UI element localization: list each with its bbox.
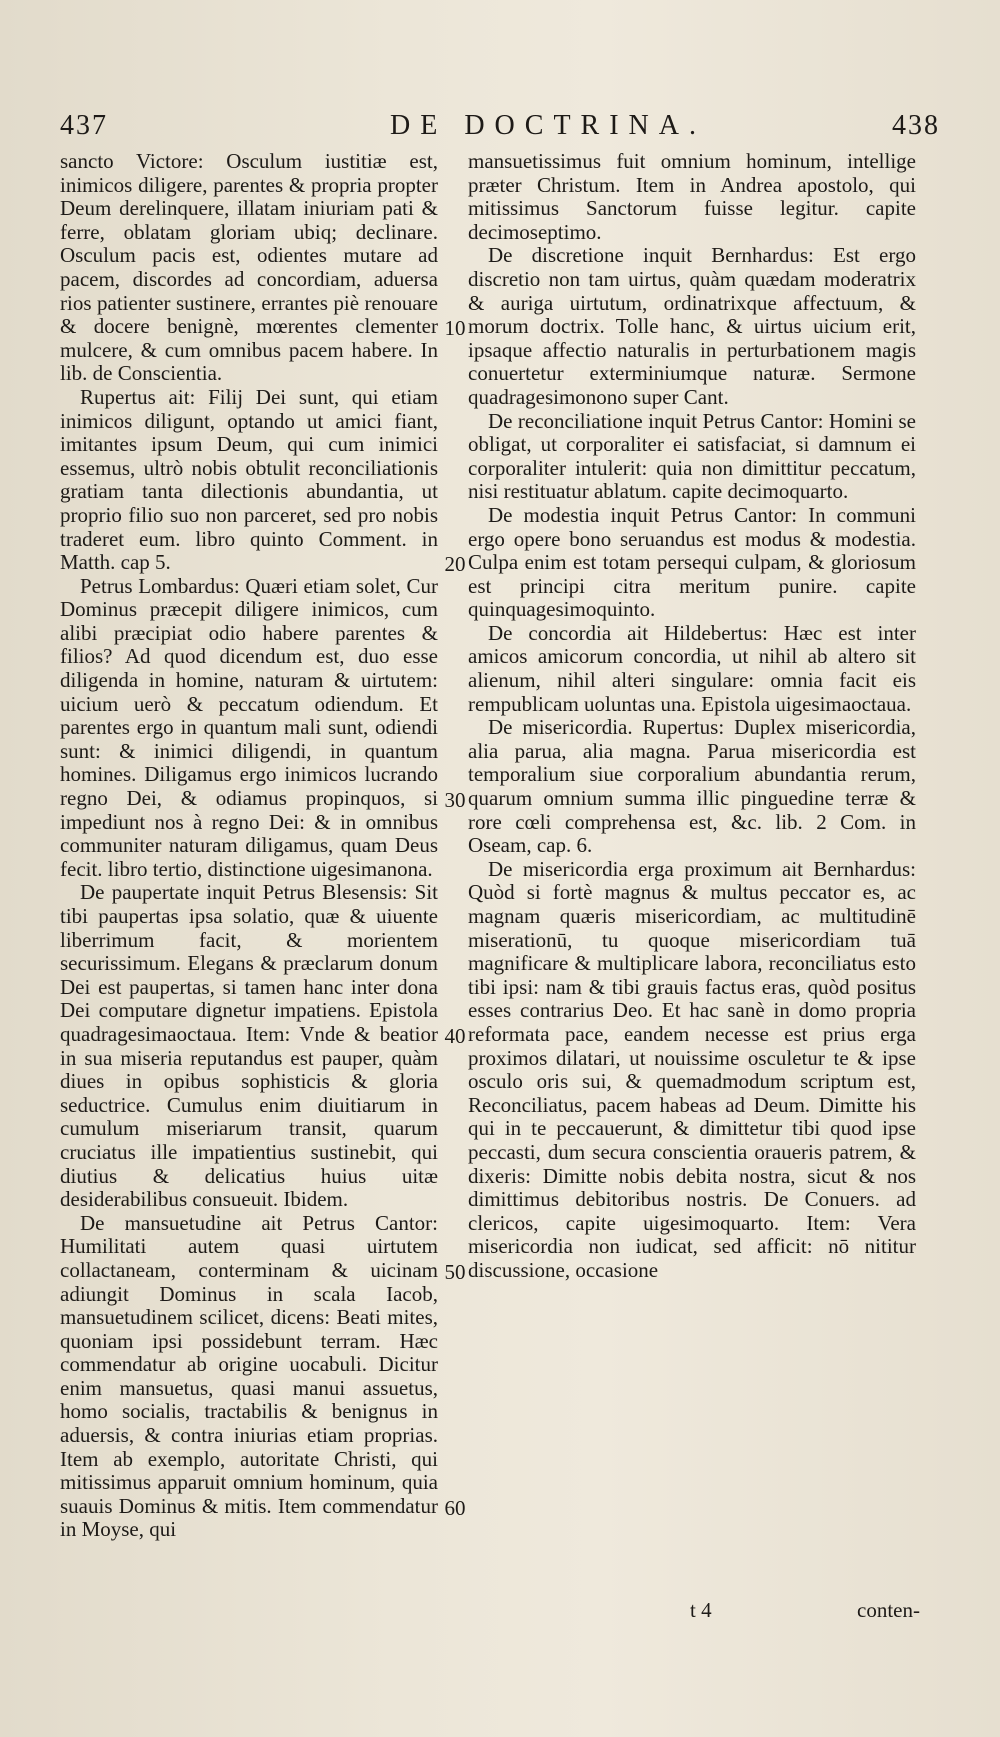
right-column [468,150,916,1283]
catchword: conten- [857,1598,920,1622]
line-number-50: 50 [444,1260,466,1284]
left-column [60,150,438,1542]
line-number-10: 10 [444,316,466,340]
left-paragraph-3: Petrus Lombardus: Quæri etiam solet, Cur Dominus præcepit diligere inimicos, cum alibi præcipiat odio habere parentes & filios? Ad quod dicendum est, duo esse diligenda in homine, naturam & uirtutem: uicium uerò & peccatum odiendum. Et parentes ergo in quantum mali sunt, odiendi sunt: & inimici diligendi, in quantum homines. Diligamus ergo inimicos lucrando regno Dei, & odiamus propinquos, si impediunt nos à regno Dei: & in omnibus communiter naturam diligamus, quam Deus fecit. libro tertio, distinctione uigesimanona. [60,573,438,881]
running-title: DE DOCTRINA. [390,110,706,141]
line-number-40: 40 [444,1024,466,1048]
right-paragraph-7: De misericordia erga proximum ait Bernhardus: Quòd si fortè magnus & multus peccator es, ac magnam quæris misericordiam, ac multitudinē miserationū, tu quoque misericordiam tuā magnificare & multiplicare labora, reconciliatus esto tibi ipsi: nam & tibi grauis factus eras, quòd positus esses contrarius Deo. Et hac sanè in domo propria reformata pace, eandem necesse est prius erga proximos dilatari, ut nouissime osculetur te & ipse osculo oris sui, & quemadmodum scriptum est, Reconciliatus, pacem habeas ad Deum. Dimitte his qui in te peccauerunt, & dimittetur tibi quod ipse peccasti, dum secura conscientia oraueris patrem, & dixeris: Dimitte nobis debita nostra, sicut & nos dimittimus debitoribus nostris. De Conuers. ad clericos, capite uigesimoquarto. Item: Vera misericordia non iudicat, sed afficit: nō nititur discussione, occasione [468,856,916,1282]
right-paragraph-4: De modestia inquit Petrus Cantor: In communi ergo opere bono seruandus est modus & modestia. Culpa enim est totam persequi culpam, & gloriosum est principi citra meritum punire. capite quinquagesimoquinto. [468,502,916,622]
left-paragraph-4: De paupertate inquit Petrus Blesensis: Sit tibi paupertas ipsa solatio, quæ & uiuente liberrimum facit, & morientem securissimum. Elegans & præclarum donum Dei est paupertas, si tamen hanc inter dona Dei computare dignetur impatiens. Epistola quadragesimaoctaua. Item: Vnde & beatior in sua miseria reputandus est pauper, quàm diues in opibus sophisticis & gloria seductrice. Cumulus enim diuitiarum in cumulum miseriarum transit, quarum cruciatus ille impatientius sustinebit, qui diutius & delicatius huius uitæ desiderabilibus consueuit. Ibidem. [60,880,438,1212]
left-paragraph-5: De mansuetudine ait Petrus Cantor: Humilitati autem quasi uirtutem collactaneam, conterminam & uicinam adiungit Dominus in scala Iacob, mansuetudinem scilicet, dicens: Beati mites, quoniam ipsi possidebunt terram. Hæc commendatur ab origine uocabuli. Dicitur enim mansuetus, quasi manui assuetus, homo socialis, tractabilis & benignus in aduersis, & contra iniurias etiam proprias. Item ab exemplo, autoritate Christi, qui mitissimus apparuit omnium hominum, quia suauis Dominus & mitis. Item commendatur in Moyse, qui [60,1210,438,1542]
right-paragraph-6: De misericordia. Rupertus: Duplex misericordia, alia parua, alia magna. Parua misericordia est temporalium siue corporalium abundantia rerum, quarum omnium summa illic pinguedine terræ & rore cœli comprehensa est, &c. lib. 2 Com. in Oseam, cap. 6. [468,715,916,858]
left-page-number: 437 [60,110,108,141]
right-paragraph-1: mansuetissimus fuit omnium hominum, intellige præter Christum. Item in Andrea apostolo, qui mitissimus Sanctorum fuisse legitur. capite decimoseptimo. [468,149,916,244]
line-number-60: 60 [444,1496,466,1520]
left-paragraph-1: sancto Victore: Osculum iustitiæ est, inimicos diligere, parentes & propria propter Deum derelinquere, illatam iniuriam pati & ferre, oblatam gloriam ubiq; declinare. Osculum pacis est, odientes mutare ad pacem, discordes ad concordiam, aduersa rios patienter sustinere, errantes piè renouare & docere benignè, mœrentes clementer mulcere, & cum omnibus pacem habere. In lib. de Conscientia. [60,149,438,386]
right-paragraph-2: De discretione inquit Bernhardus: Est ergo discretio non tam uirtus, quàm quædam moderatrix & auriga uirtutum, ordinatrixque affectuum, & morum doctrix. Tolle hanc, & uirtus uicium erit, ipsaque affectio naturalis in perturbationem magis conuertetur exterminiumque naturæ. Sermone quadragesimonono super Cant. [468,243,916,409]
page-header [60,110,940,150]
right-page-number: 438 [892,110,940,141]
signature-mark: t 4 [690,1598,712,1622]
page-footer [440,1598,920,1628]
line-number-30: 30 [444,788,466,812]
left-paragraph-2: Rupertus ait: Filij Dei sunt, qui etiam inimicos diligunt, optando ut amici fiant, imitantes ipsum Deum, qui cum inimici essemus, ultrò nobis obtulit reconciliationis gratiam tanta dilectionis abundantia, ut proprio filio suo non parceret, sed pro nobis traderet eum. libro quinto Comment. in Matth. cap 5. [60,384,438,575]
right-paragraph-5: De concordia ait Hildebertus: Hæc est inter amicos amicorum concordia, ut nihil ab altero sit alienum, nihil alteri singulare: omnia facit eis rempublicam uoluntas una. Epistola uigesimaoctaua. [468,620,916,716]
line-number-20: 20 [444,552,466,576]
right-paragraph-3: De reconciliatione inquit Petrus Cantor: Homini se obligat, ut corporaliter ei satisfaciat, si damnum ei corporaliter intulerit: quia non dimittitur peccatum, nisi restituatur ablatum. capite decimoquarto. [468,408,916,504]
